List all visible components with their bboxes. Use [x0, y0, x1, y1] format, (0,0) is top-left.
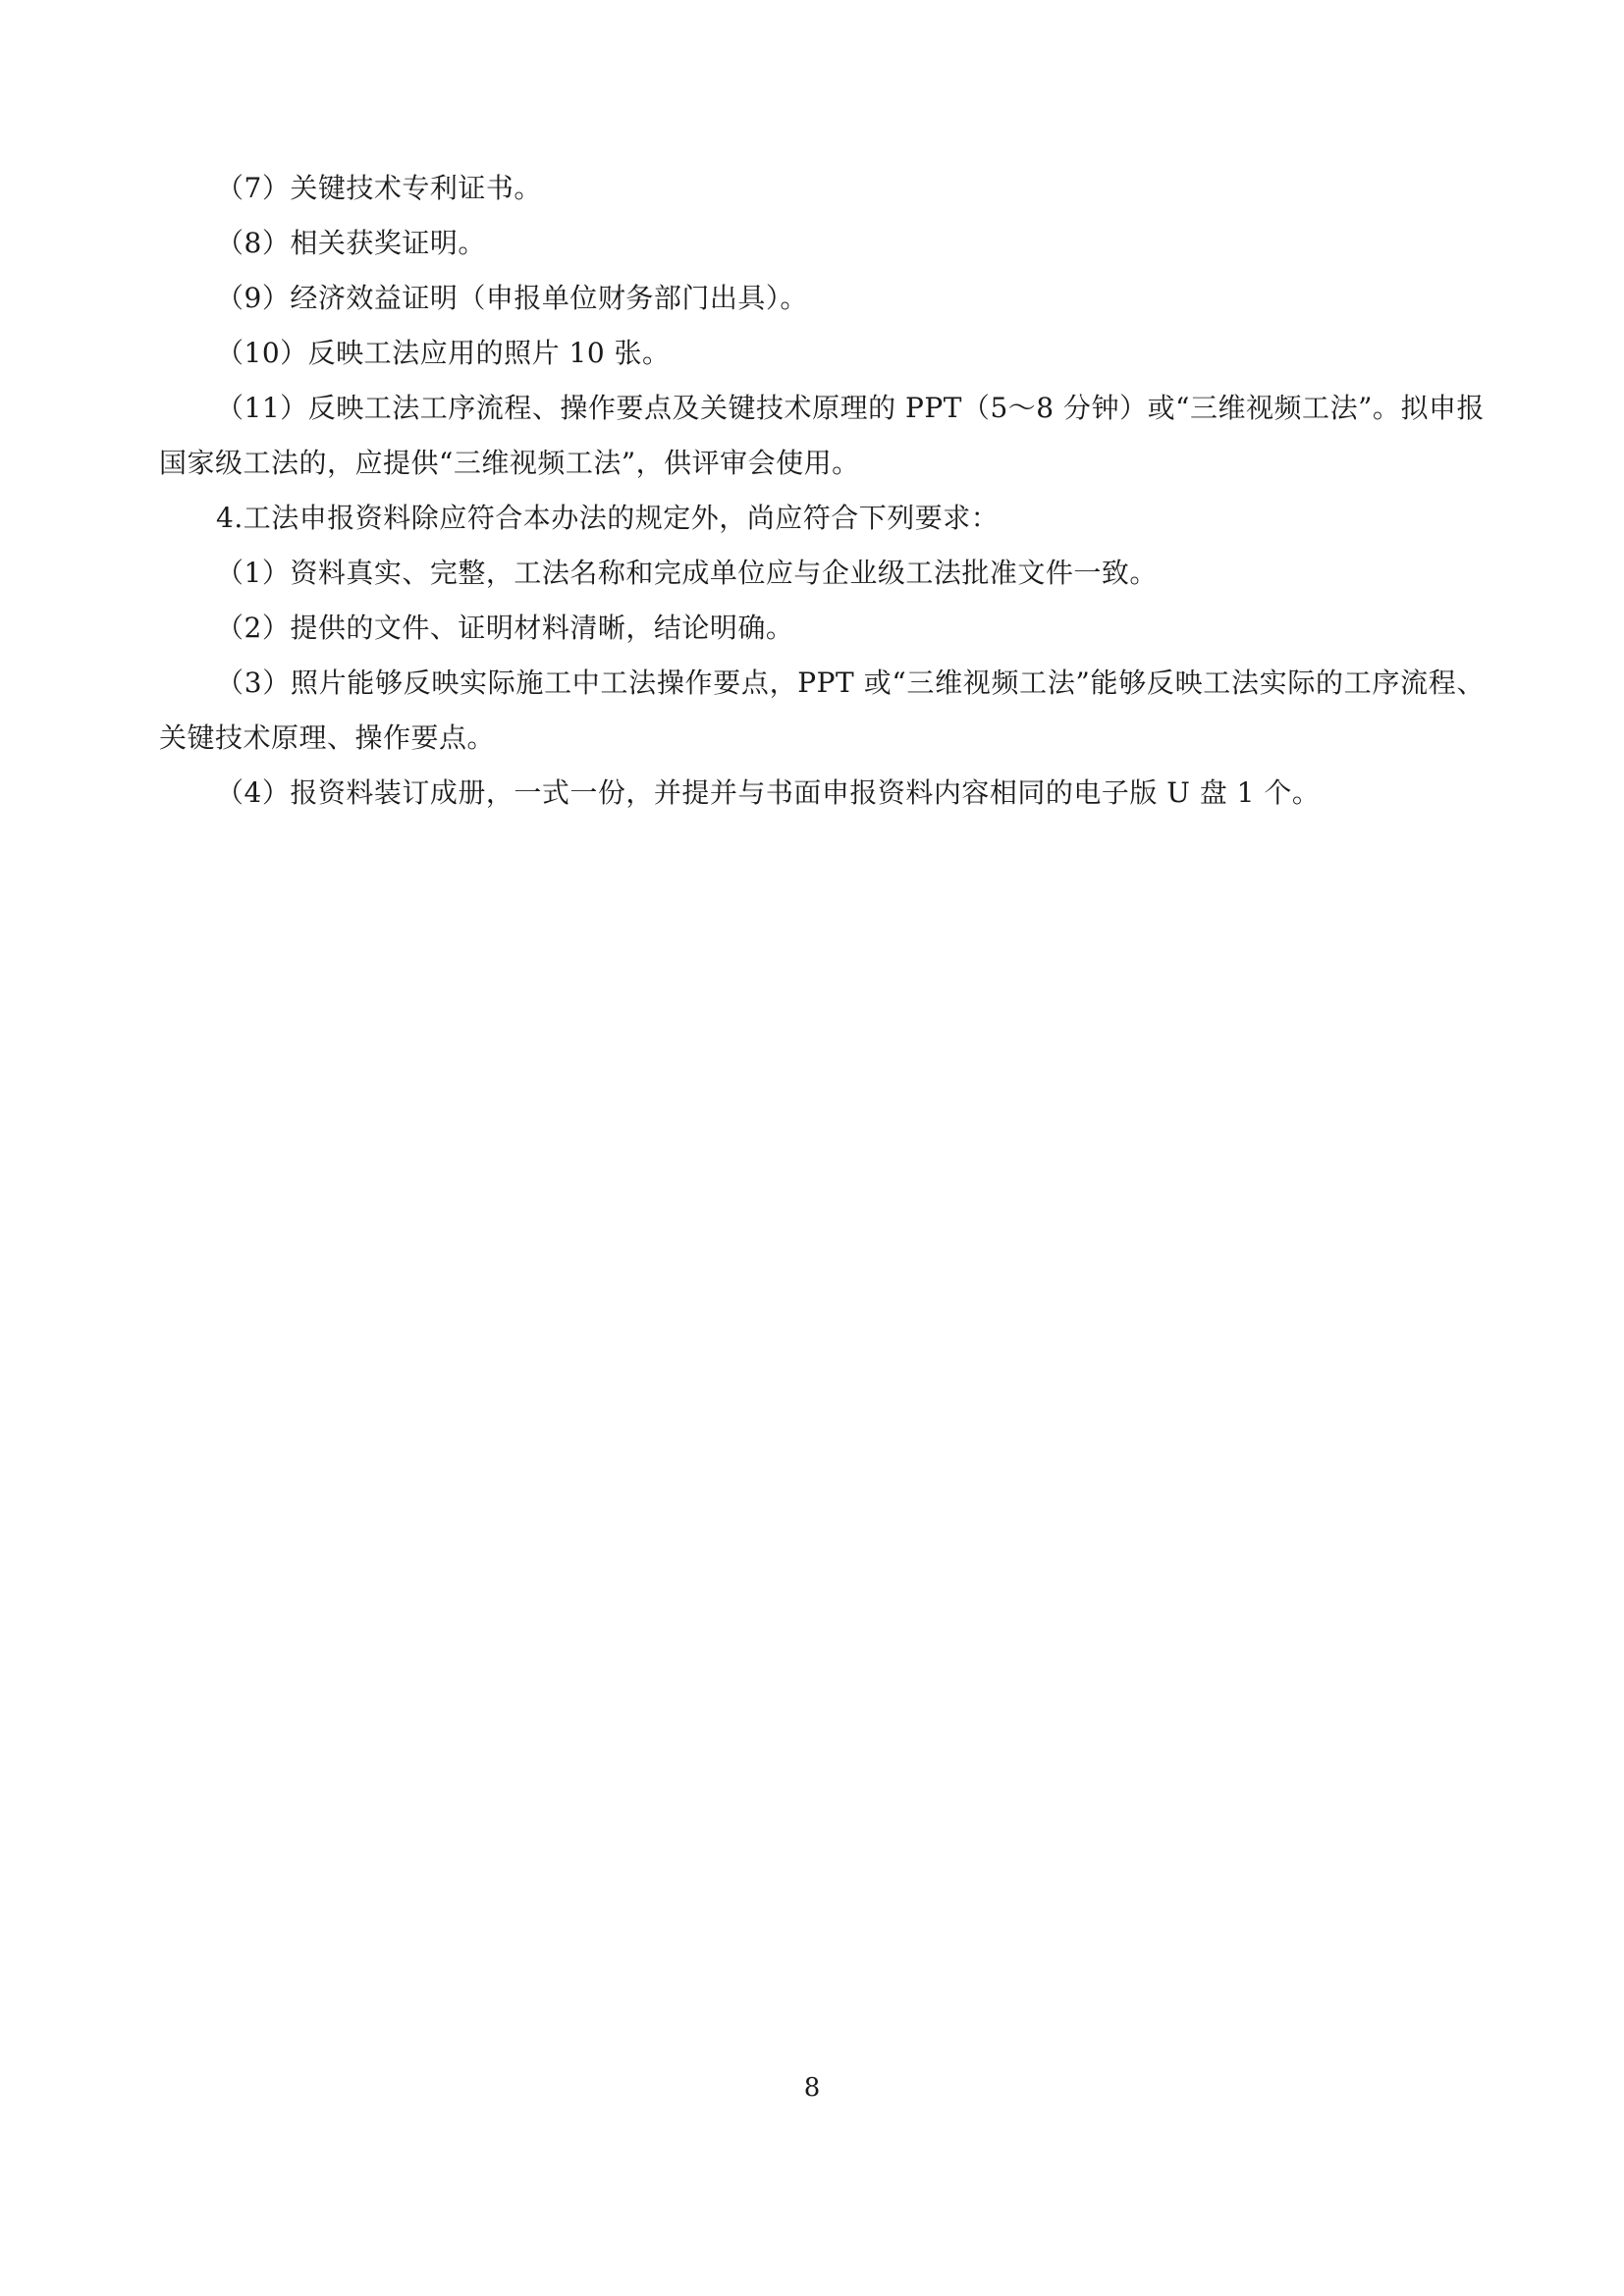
paragraph-item-7: （7）关键技术专利证书。	[216, 172, 542, 204]
requirement-item-1: （1）资料真实、完整，工法名称和完成单位应与企业级工法批准文件一致。	[216, 557, 1158, 589]
section-heading-4: 4.工法申报资料除应符合本办法的规定外，尚应符合下列要求：	[216, 502, 1000, 534]
paragraph-item-9: （9）经济效益证明（申报单位财务部门出具）。	[216, 282, 808, 314]
requirement-item-2: （2）提供的文件、证明材料清晰，结论明确。	[216, 612, 794, 644]
paragraph-item-11: （11）反映工法工序流程、操作要点及关键技术原理的 PPT（5～8 分钟）或“三维视频工法”。拟申报国家级工法的，应提供“三维视频工法”，供评审会使用。	[159, 392, 1485, 479]
paragraph-item-10: （10）反映工法应用的照片 10 张。	[216, 337, 671, 369]
document-body	[159, 161, 1485, 821]
page-number: 8	[803, 2073, 821, 2103]
requirement-item-3: （3）照片能够反映实际施工中工法操作要点，PPT 或“三维视频工法”能够反映工法实际的工序流程、关键技术原理、操作要点。	[159, 667, 1485, 754]
paragraph-item-8: （8）相关获奖证明。	[216, 227, 486, 259]
requirement-item-4: （4）报资料装订成册，一式一份，并提并与书面申报资料内容相同的电子版 U 盘 1 个。	[216, 776, 1321, 809]
